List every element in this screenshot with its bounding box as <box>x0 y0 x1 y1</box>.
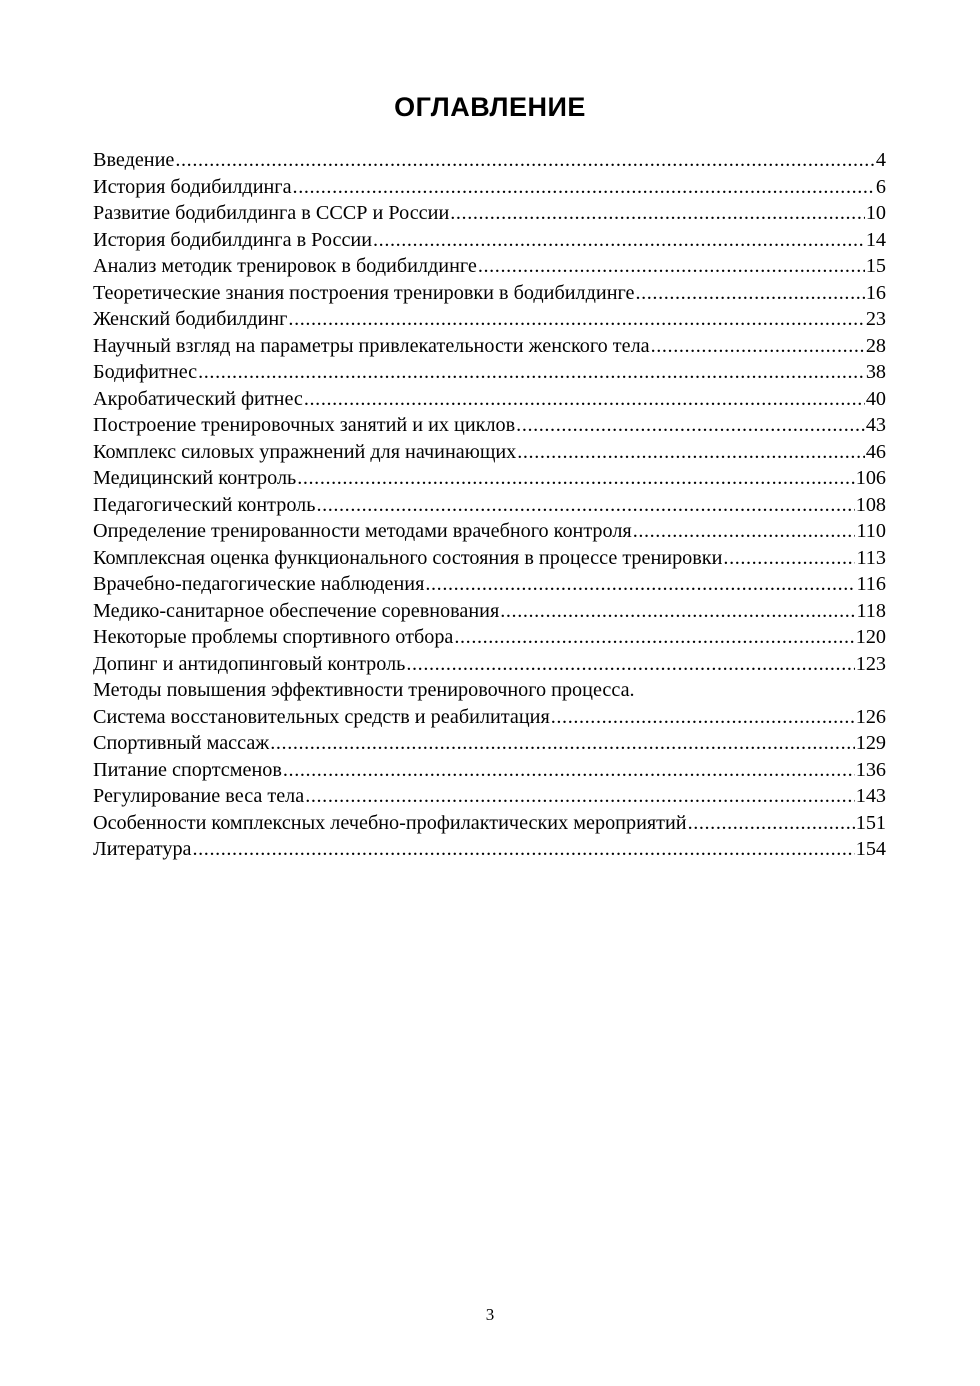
toc-entry <box>93 333 886 360</box>
toc-entry-page: 136 <box>855 758 886 781</box>
toc-entry-page: 38 <box>865 361 886 383</box>
toc-entry <box>93 174 886 201</box>
toc-entry <box>93 677 886 704</box>
toc-entry-title: Педагогический контроль <box>93 493 316 516</box>
toc-entry-title: Особенности комплексных лечебно-профилактических мероприятий <box>93 811 687 834</box>
toc-entry-title: Теоретические знания построения тренировки в бодибилдинге <box>93 281 635 304</box>
toc-entry-page: 120 <box>855 626 886 648</box>
toc-entry-page: 6 <box>875 175 886 198</box>
toc-entry <box>93 253 886 280</box>
toc-entry-page: 28 <box>865 334 886 357</box>
toc-entry-page: 143 <box>855 785 886 807</box>
dot-leader <box>500 598 855 625</box>
toc-entry <box>93 783 886 810</box>
toc-entry <box>93 439 886 466</box>
toc-entry-page: 123 <box>855 652 886 675</box>
dot-leader <box>517 439 865 466</box>
toc-entry <box>93 810 886 837</box>
toc-entry-page: 4 <box>875 149 886 171</box>
dot-leader <box>450 200 865 227</box>
toc-entry-title: Допинг и антидопинговый контроль <box>93 652 406 675</box>
toc-entry-page: 46 <box>865 440 886 463</box>
toc-entry-title: Литература <box>93 838 192 860</box>
toc-entry <box>93 359 886 386</box>
toc-entry-title: Спортивный массаж <box>93 732 270 754</box>
toc-entry <box>93 518 886 545</box>
toc-entry <box>93 280 886 307</box>
dot-leader <box>454 624 854 651</box>
toc-entry-page: 154 <box>855 838 886 860</box>
toc-entry <box>93 465 886 492</box>
toc-entry <box>93 571 886 598</box>
toc-entry <box>93 704 886 731</box>
dot-leader <box>198 359 865 386</box>
dot-leader <box>478 253 865 280</box>
toc-entry-title: История бодибилдинга в России <box>93 228 373 251</box>
dot-leader <box>305 783 854 810</box>
dot-leader <box>723 545 855 572</box>
toc-entry-title: Введение <box>93 149 175 171</box>
toc-entry <box>93 412 886 439</box>
toc-entry <box>93 545 886 572</box>
toc-entry <box>93 757 886 784</box>
toc-entry-title: Медицинский контроль <box>93 467 297 489</box>
toc-entry-page: 118 <box>856 599 886 622</box>
toc-entry <box>93 147 886 174</box>
toc-entry-title: Медико-санитарное обеспечение соревнования <box>93 599 500 622</box>
toc-entry <box>93 492 886 519</box>
toc-entry-page: 106 <box>855 467 886 489</box>
dot-leader <box>297 465 854 492</box>
toc-entry-page: 14 <box>865 228 886 251</box>
dot-leader <box>193 836 855 863</box>
toc-entry-page: 108 <box>855 493 886 516</box>
dot-leader <box>516 412 865 439</box>
toc-entry <box>93 386 886 413</box>
dot-leader <box>651 333 865 360</box>
toc-entry <box>93 306 886 333</box>
toc-entry-title: Комплекс силовых упражнений для начинающих <box>93 440 517 463</box>
toc-entry-title: Комплексная оценка функционального состояния в процессе тренировки <box>93 546 723 569</box>
dot-leader <box>288 306 864 333</box>
toc-entry-title: Система восстановительных средств и реабилитация <box>93 705 550 728</box>
dot-leader <box>425 571 855 598</box>
dot-leader <box>635 280 864 307</box>
toc-entry <box>93 227 886 254</box>
toc-entry <box>93 730 886 757</box>
dot-leader <box>406 651 854 678</box>
toc-entry-title: Регулирование веса тела <box>93 785 305 807</box>
toc-entry-page: 10 <box>865 202 886 224</box>
dot-leader <box>688 810 855 837</box>
toc-entry-page: 40 <box>865 387 886 410</box>
dot-leader <box>304 386 865 413</box>
toc-entry-title: Женский бодибилдинг <box>93 308 288 330</box>
dot-leader <box>175 147 875 174</box>
toc-entry-title: Методы повышения эффективности тренировочного процесса. <box>93 679 635 701</box>
toc-entry-title: Врачебно-педагогические наблюдения <box>93 573 425 595</box>
toc-entry-page: 16 <box>865 281 886 304</box>
toc-entry-page: 43 <box>865 414 886 436</box>
toc-entry <box>93 598 886 625</box>
page-number: 3 <box>485 1305 495 1324</box>
toc-entry-page: 110 <box>856 520 886 542</box>
toc-entry <box>93 651 886 678</box>
toc-entry-title: Акробатический фитнес <box>93 387 303 410</box>
toc-entry-title: Построение тренировочных занятий и их циклов <box>93 414 516 436</box>
toc-entry <box>93 836 886 863</box>
toc-entry-page: 151 <box>855 811 886 834</box>
toc-entry-title: Определение тренированности методами врачебного контроля <box>93 520 632 542</box>
dot-leader <box>633 518 856 545</box>
dot-leader <box>270 730 854 757</box>
page-title: ОГЛАВЛЕНИЕ <box>394 92 586 122</box>
dot-leader <box>293 174 875 201</box>
toc-entry-page: 126 <box>855 705 886 728</box>
toc-entry-page: 15 <box>865 255 886 277</box>
toc-entry <box>93 624 886 651</box>
toc-entry-title: Бодифитнес <box>93 361 198 383</box>
toc-entry <box>93 200 886 227</box>
toc-entry-title: Питание спортсменов <box>93 758 282 781</box>
dot-leader <box>283 757 855 784</box>
toc-entry-page: 116 <box>856 573 886 595</box>
table-of-contents <box>93 147 886 863</box>
dot-leader <box>316 492 854 519</box>
toc-entry-title: История бодибилдинга <box>93 175 292 198</box>
toc-entry-title: Развитие бодибилдинга в СССР и России <box>93 202 450 224</box>
toc-entry-title: Некоторые проблемы спортивного отбора <box>93 626 454 648</box>
toc-entry-title: Анализ методик тренировок в бодибилдинге <box>93 255 477 277</box>
toc-entry-page: 129 <box>855 732 886 754</box>
toc-entry-page: 23 <box>865 308 886 330</box>
dot-leader <box>373 227 865 254</box>
toc-entry-page: 113 <box>856 546 886 569</box>
toc-entry-title: Научный взгляд на параметры привлекательности женского тела <box>93 334 650 357</box>
dot-leader <box>551 704 855 731</box>
